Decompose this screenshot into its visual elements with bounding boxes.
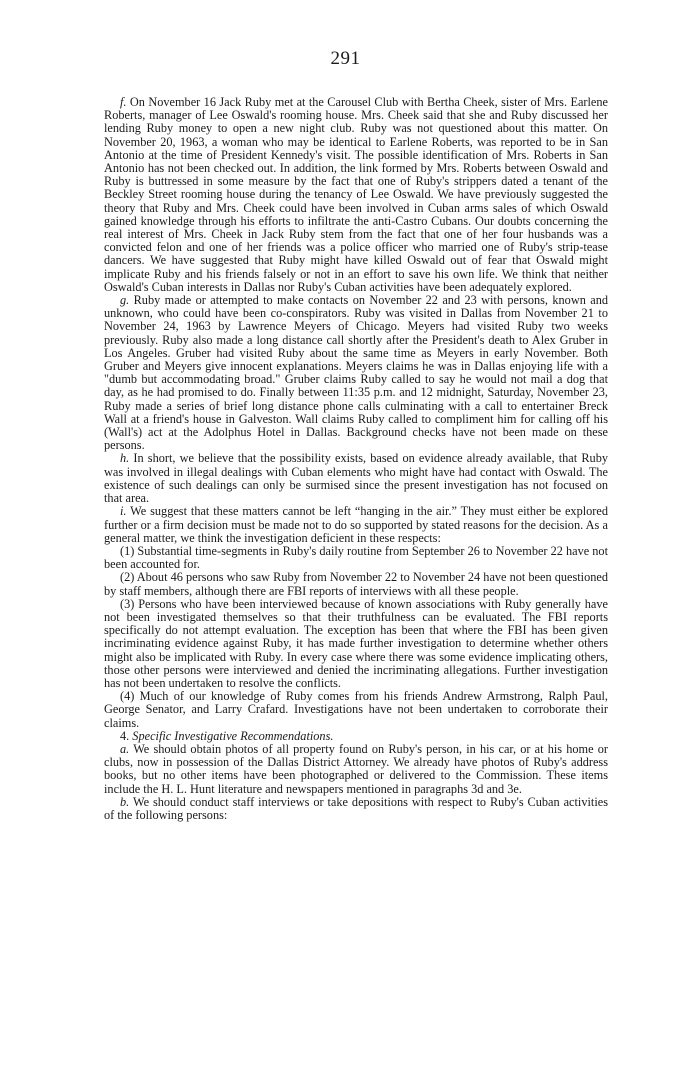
paragraph-text: (4) Much of our knowledge of Ruby comes from his friends Andrew Armstrong, Ralph Paul, George Senator, and Larry Crafard. Investigations have not been undertaken to corroborate their claims. (104, 689, 608, 730)
paragraph-text: We suggest that these matters cannot be left “hanging in the air.” They must either be explored further or a firm decision must be made not to do so supported by stated reasons for the decision. As a general matter, we think the investigation deficient in these respects: (104, 504, 608, 545)
paragraph-lead: f. (120, 95, 127, 109)
paragraph-lead: i. (120, 504, 127, 519)
paragraph-i (104, 505, 608, 545)
paragraph-text: (2) About 46 persons who saw Ruby from November 22 to November 24 have not been questioned by staff members, although there are FBI reports of interviews with all these people. (104, 570, 608, 598)
paragraph-text: In short, we believe that the possibility exists, based on evidence already available, that Ruby was involved in illegal dealings with Cuban elements who might have had contact with Oswald. The existence of such dealings can only be surmised since the present investigation has not focused on that area. (104, 451, 608, 506)
paragraph-h (104, 452, 608, 505)
item-1 (104, 545, 608, 571)
item-2 (104, 571, 608, 597)
paragraph-lead: g. (120, 293, 130, 308)
paragraph-lead: a. (120, 741, 130, 756)
paragraph-b (104, 796, 608, 822)
paragraph-text: Ruby made or attempted to make contacts on November 22 and 23 with persons, known and unknown, who could have been co-conspirators. Ruby was visited in Dallas from November 21 to November 24, 1963 by Lawrence Meyers of Chicago. Meyers had visited Ruby two weeks previously. Ruby also made a long distance call shortly after the President's death to Alex Gruber in Los Angeles. Gruber had visited Ruby about the same time as Meyers in early November. Both Gruber and Meyers give innocent explanations. Meyers claims he was in Dallas enjoying life with a "dumb but accommodating broad." Gruber claims Ruby called to say he would not mail a dog that day, as he had promised to do. Finally between 11:35 p.m. and 12 midnight, Saturday, November 23, Ruby made a series of brief long distance phone calls culminating with a call to entertainer Breck Wall at a friend's house in Galveston. Wall claims Ruby called to compliment him for calling off his (Wall's) act at the Adolphus Hotel in Dallas. Background checks have not been made on these persons. (104, 293, 608, 453)
body-text (104, 96, 608, 822)
paragraph-lead: b. (120, 794, 130, 809)
section-title: Specific Investigative Recommendations. (129, 728, 334, 743)
section-number: 4. (120, 728, 130, 743)
paragraph-g (104, 294, 608, 452)
paragraph-text: (3) Persons who have been interviewed because of known associations with Ruby generally have not been investigated themselves so that their truthfulness can be evaluated. The FBI reports specifically do not attempt evaluation. The exception has been that where the FBI has been given incriminating evidence against Ruby, it has made further investigation to determine whether others might also be implicated with Ruby. In every case where there was some evidence implicating others, those other persons were interviewed and denied the incriminating allegations. Further investigation has not been undertaken to resolve the conflicts. (104, 596, 608, 690)
page-number: 291 (330, 48, 361, 69)
item-4 (104, 690, 608, 730)
paragraph-text: We should conduct staff interviews or take depositions with respect to Ruby's Cuban activities of the following persons: (104, 794, 608, 822)
paragraph-text: (1) Substantial time-segments in Ruby's daily routine from September 26 to November 22 have not been accounted for. (104, 543, 608, 572)
item-3 (104, 598, 608, 690)
paragraph-text: On November 16 Jack Ruby met at the Carousel Club with Bertha Cheek, sister of Mrs. Earlene Roberts, manager of Lee Oswald's rooming house. Mrs. Cheek said that she and Ruby discussed her lending Ruby money to open a new night club. Ruby was not questioned about this matter. On November 20, 1963, a woman who may be identical to Earlene Roberts, was reported to be in San Antonio at the time of President Kennedy's visit. The possible identification of Mrs. Roberts in San Antonio has not been checked out. In addition, the link formed by Mrs. Roberts between Oswald and Ruby is buttressed in some measure by the fact that one of Ruby's strippers dated a tenant of the Beckley Street rooming house during the tenancy of Lee Oswald. We have previously suggested the theory that Ruby and Mrs. Cheek could have been involved in Cuban arms sales of which Oswald gained knowledge through his efforts to infiltrate the anti-Castro Cubans. Our doubts concerning the real interest of Mrs. Cheek in Jack Ruby stem from the fact that one of her four husbands was a convicted felon and one of her friends was a police officer who married one of Ruby's strip-tease dancers. We have suggested that Ruby might have killed Oswald out of fear that Oswald might implicate Ruby and his friends falsely or not in an effort to save his own life. We think that neither Oswald's Cuban interests in Dallas nor Ruby's Cuban activities have been adequately explored. (104, 95, 608, 294)
paragraph-f (104, 96, 608, 294)
paragraph-text: We should obtain photos of all property found on Ruby's person, in his car, or at his home or clubs, now in possession of the Dallas District Attorney. We already have photos of Ruby's address books, but no other items have been photographed or delivered to the Commission. These items include the H. L. Hunt literature and newspapers mentioned in paragraphs 3d and 3e. (104, 741, 608, 796)
paragraph-lead: h. (120, 451, 130, 466)
paragraph-a (104, 743, 608, 796)
